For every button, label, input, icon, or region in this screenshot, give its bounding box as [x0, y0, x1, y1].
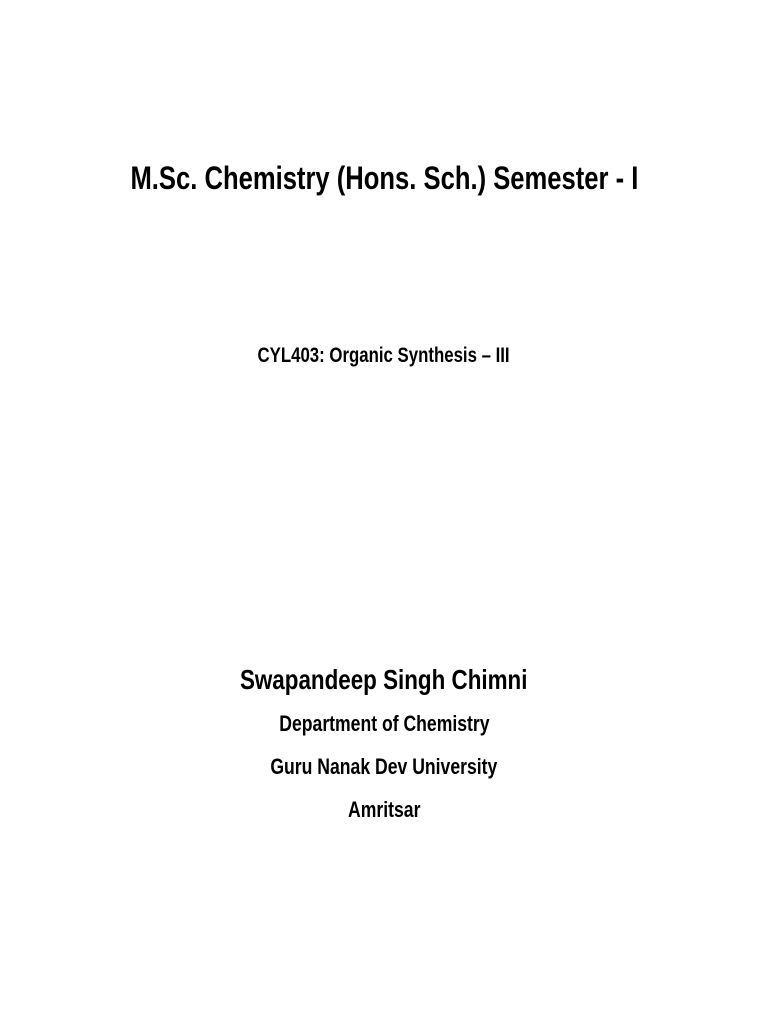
course-title — [0, 344, 768, 368]
document-title — [0, 160, 768, 197]
university-name — [0, 754, 768, 780]
city-name-text: Amritsar — [347, 797, 421, 822]
department-name — [0, 711, 768, 737]
author-name — [0, 664, 768, 696]
author-name-text: Swapandeep Singh Chimni — [240, 664, 528, 695]
document-title-text: M.Sc. Chemistry (Hons. Sch.) Semester - I — [130, 160, 638, 196]
university-name-text: Guru Nanak Dev University — [270, 754, 498, 779]
city-name — [0, 797, 768, 823]
department-name-text: Department of Chemistry — [278, 711, 490, 736]
course-title-text: CYL403: Organic Synthesis – III — [257, 344, 511, 367]
